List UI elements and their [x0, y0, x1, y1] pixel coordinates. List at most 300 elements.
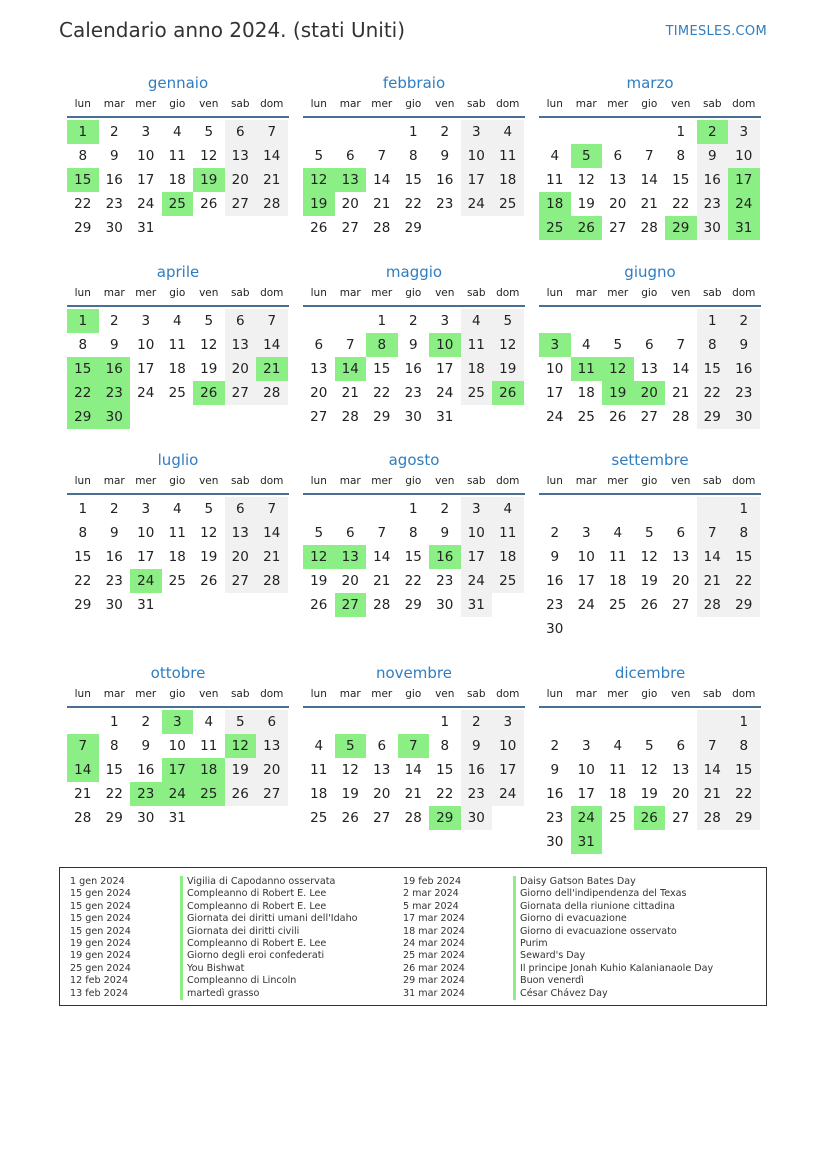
day-cell: 25: [609, 597, 627, 613]
brand-link[interactable]: TIMESLES.COM: [665, 24, 767, 39]
day-cell: 27: [225, 569, 257, 593]
empty-day-cell: [366, 710, 398, 734]
weekday-label: dom: [496, 475, 520, 487]
day-cell: 25: [168, 385, 186, 401]
weekday-label: dom: [732, 287, 756, 299]
weekday-label: ven: [671, 98, 691, 110]
day-cell: 7: [377, 525, 387, 541]
day-cell: 31: [168, 810, 186, 826]
empty-day-cell: [303, 710, 335, 734]
weekday-label: dom: [496, 287, 520, 299]
holiday-list-right: [403, 876, 713, 1000]
day-cell: 7: [256, 120, 288, 144]
day-cell: 11: [200, 738, 218, 754]
day-cell: 15: [74, 549, 92, 565]
holiday-day-cell: 11: [571, 357, 603, 381]
day-cell: 9: [440, 148, 450, 164]
day-cell: 25: [492, 192, 524, 216]
day-cell: 20: [341, 196, 359, 212]
day-cell: 29: [404, 597, 422, 613]
empty-day-cell: [602, 309, 634, 333]
holiday-day-cell: 7: [398, 734, 430, 758]
weekday-label: mar: [103, 475, 125, 487]
weekday-label: mer: [135, 287, 157, 299]
empty-day-cell: [335, 497, 367, 521]
day-grid: [539, 710, 761, 854]
weekday-label: mer: [135, 98, 157, 110]
empty-day-cell: [602, 710, 634, 734]
weekday-header: [303, 473, 525, 495]
weekday-label: gio: [169, 475, 186, 487]
day-cell: 13: [225, 521, 257, 545]
holiday-list: [59, 867, 767, 1006]
day-grid: [303, 309, 525, 429]
day-cell: 28: [256, 569, 288, 593]
holiday-day-cell: 16: [429, 545, 461, 569]
day-cell: 26: [225, 782, 257, 806]
holiday-row: [70, 888, 358, 900]
holiday-day-cell: 30: [99, 405, 131, 429]
holiday-date: 18 mar 2024: [403, 925, 465, 937]
day-cell: 14: [256, 333, 288, 357]
day-cell: 30: [137, 810, 155, 826]
day-cell: 10: [137, 525, 155, 541]
day-cell: 14: [640, 172, 658, 188]
holiday-row: [403, 988, 713, 1000]
day-cell: 24: [492, 782, 524, 806]
weekday-label: dom: [732, 475, 756, 487]
day-cell: 5: [204, 124, 214, 140]
day-cell: 24: [577, 597, 595, 613]
day-cell: 30: [105, 220, 123, 236]
weekday-label: lun: [310, 688, 327, 700]
day-cell: 9: [408, 337, 418, 353]
holiday-row: [403, 950, 713, 962]
holiday-name: Seward's Day: [513, 950, 585, 962]
day-cell: 19: [310, 573, 328, 589]
day-cell: 18: [461, 357, 493, 381]
day-cell: 17: [577, 573, 595, 589]
day-cell: 26: [200, 196, 218, 212]
day-cell: 5: [204, 313, 214, 329]
holiday-day-cell: 19: [303, 192, 335, 216]
day-cell: 2: [440, 501, 450, 517]
day-cell: 9: [550, 762, 560, 778]
holiday-day-cell: 5: [571, 144, 603, 168]
day-cell: 20: [310, 385, 328, 401]
weekday-label: mar: [575, 287, 597, 299]
day-cell: 4: [581, 337, 591, 353]
day-cell: 9: [461, 734, 493, 758]
day-cell: 12: [640, 549, 658, 565]
day-grid: [67, 710, 289, 830]
day-cell: 21: [256, 545, 288, 569]
day-cell: 7: [676, 337, 686, 353]
empty-day-cell: [602, 497, 634, 521]
holiday-day-cell: 12: [303, 545, 335, 569]
day-grid: [303, 710, 525, 830]
holiday-day-cell: 8: [366, 333, 398, 357]
weekday-label: mer: [371, 688, 393, 700]
day-cell: 9: [440, 525, 450, 541]
holiday-date: 17 mar 2024: [403, 913, 465, 925]
day-cell: 5: [314, 148, 324, 164]
day-cell: 21: [697, 569, 729, 593]
day-cell: 4: [613, 738, 623, 754]
day-cell: 8: [440, 738, 450, 754]
day-cell: 22: [697, 381, 729, 405]
day-cell: 1: [408, 124, 418, 140]
weekday-label: dom: [496, 98, 520, 110]
day-cell: 22: [74, 573, 92, 589]
day-cell: 1: [440, 714, 450, 730]
day-cell: 12: [200, 148, 218, 164]
empty-day-cell: [303, 497, 335, 521]
day-cell: 29: [728, 593, 760, 617]
day-cell: 22: [436, 786, 454, 802]
holiday-date: 13 feb 2024: [70, 987, 129, 999]
holiday-day-cell: 12: [303, 168, 335, 192]
weekday-label: gio: [641, 287, 658, 299]
day-cell: 8: [109, 738, 119, 754]
holiday-date: 19 gen 2024: [70, 950, 131, 962]
day-cell: 28: [640, 220, 658, 236]
day-cell: 5: [314, 525, 324, 541]
empty-day-cell: [335, 309, 367, 333]
weekday-label: ven: [671, 287, 691, 299]
weekday-label: sab: [466, 98, 486, 110]
day-cell: 15: [728, 545, 760, 569]
empty-day-cell: [634, 710, 666, 734]
day-cell: 23: [461, 782, 493, 806]
day-cell: 7: [345, 337, 355, 353]
holiday-name: Compleanno di Robert E. Lee: [180, 901, 326, 913]
holiday-row: [403, 888, 713, 900]
day-cell: 2: [461, 710, 493, 734]
weekday-label: ven: [199, 475, 219, 487]
holiday-day-cell: 15: [67, 168, 99, 192]
holiday-day-cell: 26: [634, 806, 666, 830]
day-cell: 5: [225, 710, 257, 734]
holiday-row: [70, 913, 358, 925]
weekday-label: gio: [641, 475, 658, 487]
day-cell: 9: [728, 333, 760, 357]
day-cell: 6: [314, 337, 324, 353]
day-cell: 18: [609, 786, 627, 802]
holiday-name: Compleanno di Robert E. Lee: [180, 888, 326, 900]
day-cell: 8: [697, 333, 729, 357]
day-cell: 5: [204, 501, 214, 517]
holiday-name: Giorno di evacuazione: [513, 913, 627, 925]
day-cell: 16: [436, 172, 454, 188]
day-cell: 10: [137, 337, 155, 353]
holiday-day-cell: 1: [67, 309, 99, 333]
weekday-label: lun: [74, 688, 91, 700]
day-cell: 23: [697, 192, 729, 216]
weekday-header: [539, 473, 761, 495]
weekday-label: ven: [435, 688, 455, 700]
holiday-name: martedì grasso: [180, 988, 259, 1000]
holiday-name: Compleanno di Robert E. Lee: [180, 938, 326, 950]
day-cell: 12: [640, 762, 658, 778]
day-cell: 26: [341, 810, 359, 826]
holiday-date: 25 gen 2024: [70, 962, 131, 974]
holiday-row: [70, 950, 358, 962]
day-cell: 20: [225, 357, 257, 381]
empty-day-cell: [634, 120, 666, 144]
holiday-date: 2 mar 2024: [403, 888, 459, 900]
day-cell: 1: [697, 309, 729, 333]
day-cell: 18: [168, 361, 186, 377]
weekday-label: ven: [671, 688, 691, 700]
weekday-label: ven: [199, 287, 219, 299]
holiday-day-cell: 17: [162, 758, 194, 782]
empty-day-cell: [571, 309, 603, 333]
weekday-label: gio: [405, 98, 422, 110]
empty-day-cell: [335, 120, 367, 144]
weekday-label: dom: [260, 475, 284, 487]
day-cell: 21: [697, 782, 729, 806]
weekday-header: [303, 285, 525, 307]
holiday-day-cell: 2: [697, 120, 729, 144]
weekday-label: mer: [371, 98, 393, 110]
holiday-day-cell: 19: [193, 168, 225, 192]
day-cell: 20: [225, 168, 257, 192]
day-cell: 23: [105, 196, 123, 212]
month-name: maggio: [385, 263, 443, 281]
weekday-label: gio: [641, 688, 658, 700]
day-cell: 13: [609, 172, 627, 188]
day-cell: 5: [613, 337, 623, 353]
day-cell: 10: [461, 144, 493, 168]
holiday-date: 15 gen 2024: [70, 900, 131, 912]
weekday-header: [67, 686, 289, 708]
day-cell: 16: [546, 573, 564, 589]
day-cell: 14: [672, 361, 690, 377]
day-cell: 26: [640, 597, 658, 613]
day-cell: 12: [200, 525, 218, 541]
day-cell: 4: [613, 525, 623, 541]
month-name: ottobre: [150, 664, 206, 682]
empty-day-cell: [67, 710, 99, 734]
day-cell: 6: [676, 525, 686, 541]
day-cell: 3: [141, 501, 151, 517]
empty-day-cell: [665, 497, 697, 521]
holiday-name: Giorno di evacuazione osservato: [513, 926, 677, 938]
month-name: dicembre: [614, 664, 686, 682]
day-cell: 15: [672, 172, 690, 188]
weekday-label: mar: [575, 475, 597, 487]
day-cell: 19: [640, 786, 658, 802]
day-cell: 18: [492, 168, 524, 192]
weekday-label: lun: [546, 287, 563, 299]
day-cell: 23: [436, 196, 454, 212]
day-cell: 16: [137, 762, 155, 778]
holiday-day-cell: 5: [335, 734, 367, 758]
day-cell: 4: [492, 497, 524, 521]
day-cell: 1: [408, 501, 418, 517]
day-cell: 7: [256, 309, 288, 333]
holiday-day-cell: 13: [335, 545, 367, 569]
day-cell: 13: [640, 361, 658, 377]
weekday-label: lun: [74, 98, 91, 110]
day-grid: [303, 120, 525, 240]
day-cell: 3: [581, 525, 591, 541]
day-cell: 18: [168, 172, 186, 188]
day-cell: 22: [728, 569, 760, 593]
weekday-label: sab: [702, 98, 722, 110]
day-cell: 11: [310, 762, 328, 778]
day-cell: 7: [256, 497, 288, 521]
holiday-day-cell: 31: [728, 216, 760, 240]
day-cell: 2: [109, 124, 119, 140]
day-cell: 18: [609, 573, 627, 589]
day-cell: 6: [345, 525, 355, 541]
day-cell: 3: [141, 124, 151, 140]
day-cell: 2: [109, 501, 119, 517]
day-cell: 17: [137, 172, 155, 188]
holiday-row: [70, 926, 358, 938]
day-cell: 6: [377, 738, 387, 754]
day-cell: 6: [613, 148, 623, 164]
day-cell: 5: [644, 738, 654, 754]
day-cell: 12: [492, 333, 524, 357]
holiday-date: 31 mar 2024: [403, 987, 465, 999]
holiday-row: [403, 975, 713, 987]
day-cell: 19: [577, 196, 595, 212]
day-cell: 6: [256, 710, 288, 734]
day-cell: 28: [74, 810, 92, 826]
weekday-label: ven: [435, 98, 455, 110]
day-cell: 2: [408, 313, 418, 329]
holiday-date: 5 mar 2024: [403, 900, 459, 912]
holiday-day-cell: 29: [665, 216, 697, 240]
weekday-label: mar: [103, 98, 125, 110]
day-cell: 23: [404, 385, 422, 401]
day-cell: 19: [341, 786, 359, 802]
day-cell: 16: [461, 758, 493, 782]
day-cell: 2: [141, 714, 151, 730]
empty-day-cell: [634, 497, 666, 521]
holiday-row: [70, 988, 358, 1000]
day-cell: 3: [461, 120, 493, 144]
holiday-day-cell: 10: [429, 333, 461, 357]
day-cell: 4: [314, 738, 324, 754]
weekday-label: sab: [466, 475, 486, 487]
day-cell: 31: [137, 220, 155, 236]
day-cell: 18: [168, 549, 186, 565]
month-name: marzo: [626, 74, 674, 92]
holiday-row: [403, 876, 713, 888]
holiday-row: [403, 963, 713, 975]
weekday-label: mer: [371, 287, 393, 299]
day-cell: 14: [256, 521, 288, 545]
month-block: [303, 259, 525, 429]
day-cell: 12: [577, 172, 595, 188]
month-name: giugno: [624, 263, 676, 281]
holiday-day-cell: 23: [99, 381, 131, 405]
weekday-label: ven: [199, 98, 219, 110]
day-cell: 1: [78, 501, 88, 517]
day-cell: 10: [577, 762, 595, 778]
day-cell: 11: [492, 144, 524, 168]
day-cell: 26: [310, 220, 328, 236]
empty-day-cell: [571, 710, 603, 734]
weekday-label: gio: [405, 287, 422, 299]
day-cell: 10: [461, 521, 493, 545]
day-cell: 28: [672, 409, 690, 425]
day-cell: 24: [546, 409, 564, 425]
empty-day-cell: [303, 120, 335, 144]
day-cell: 26: [310, 597, 328, 613]
day-cell: 31: [461, 593, 493, 617]
weekday-label: sab: [466, 688, 486, 700]
day-cell: 16: [105, 549, 123, 565]
day-cell: 21: [74, 786, 92, 802]
day-cell: 13: [256, 734, 288, 758]
weekday-label: dom: [260, 688, 284, 700]
weekday-label: mer: [607, 287, 629, 299]
holiday-day-cell: 1: [67, 120, 99, 144]
day-cell: 17: [546, 385, 564, 401]
month-block: [67, 259, 289, 429]
day-cell: 15: [404, 549, 422, 565]
holiday-name: Compleanno di Lincoln: [180, 975, 296, 987]
day-cell: 16: [105, 172, 123, 188]
weekday-label: sab: [702, 287, 722, 299]
day-cell: 28: [697, 593, 729, 617]
day-cell: 30: [546, 834, 564, 850]
holiday-row: [403, 913, 713, 925]
weekday-header: [539, 285, 761, 307]
weekday-header: [303, 96, 525, 118]
holiday-list-left: [70, 876, 358, 1000]
weekday-header: [67, 285, 289, 307]
day-cell: 17: [436, 361, 454, 377]
day-cell: 15: [105, 762, 123, 778]
day-cell: 2: [440, 124, 450, 140]
weekday-label: dom: [732, 688, 756, 700]
day-cell: 15: [697, 357, 729, 381]
empty-day-cell: [366, 120, 398, 144]
day-cell: 4: [461, 309, 493, 333]
weekday-label: gio: [641, 98, 658, 110]
empty-day-cell: [697, 710, 729, 734]
holiday-name: Giornata della riunione cittadina: [513, 901, 675, 913]
holiday-name: Daisy Gatson Bates Day: [513, 876, 636, 888]
day-cell: 2: [550, 525, 560, 541]
weekday-label: sab: [702, 475, 722, 487]
holiday-row: [403, 901, 713, 913]
day-cell: 25: [310, 810, 328, 826]
holiday-name: You Bishwat: [180, 963, 244, 975]
day-cell: 30: [461, 806, 493, 830]
day-cell: 2: [728, 309, 760, 333]
empty-day-cell: [571, 120, 603, 144]
weekday-label: lun: [310, 287, 327, 299]
day-cell: 6: [345, 148, 355, 164]
day-cell: 19: [225, 758, 257, 782]
day-cell: 28: [256, 381, 288, 405]
month-block: [539, 660, 761, 854]
day-cell: 26: [200, 573, 218, 589]
day-cell: 22: [404, 196, 422, 212]
weekday-label: gio: [169, 98, 186, 110]
day-cell: 22: [74, 196, 92, 212]
day-cell: 15: [436, 762, 454, 778]
day-cell: 21: [256, 168, 288, 192]
day-cell: 13: [373, 762, 391, 778]
